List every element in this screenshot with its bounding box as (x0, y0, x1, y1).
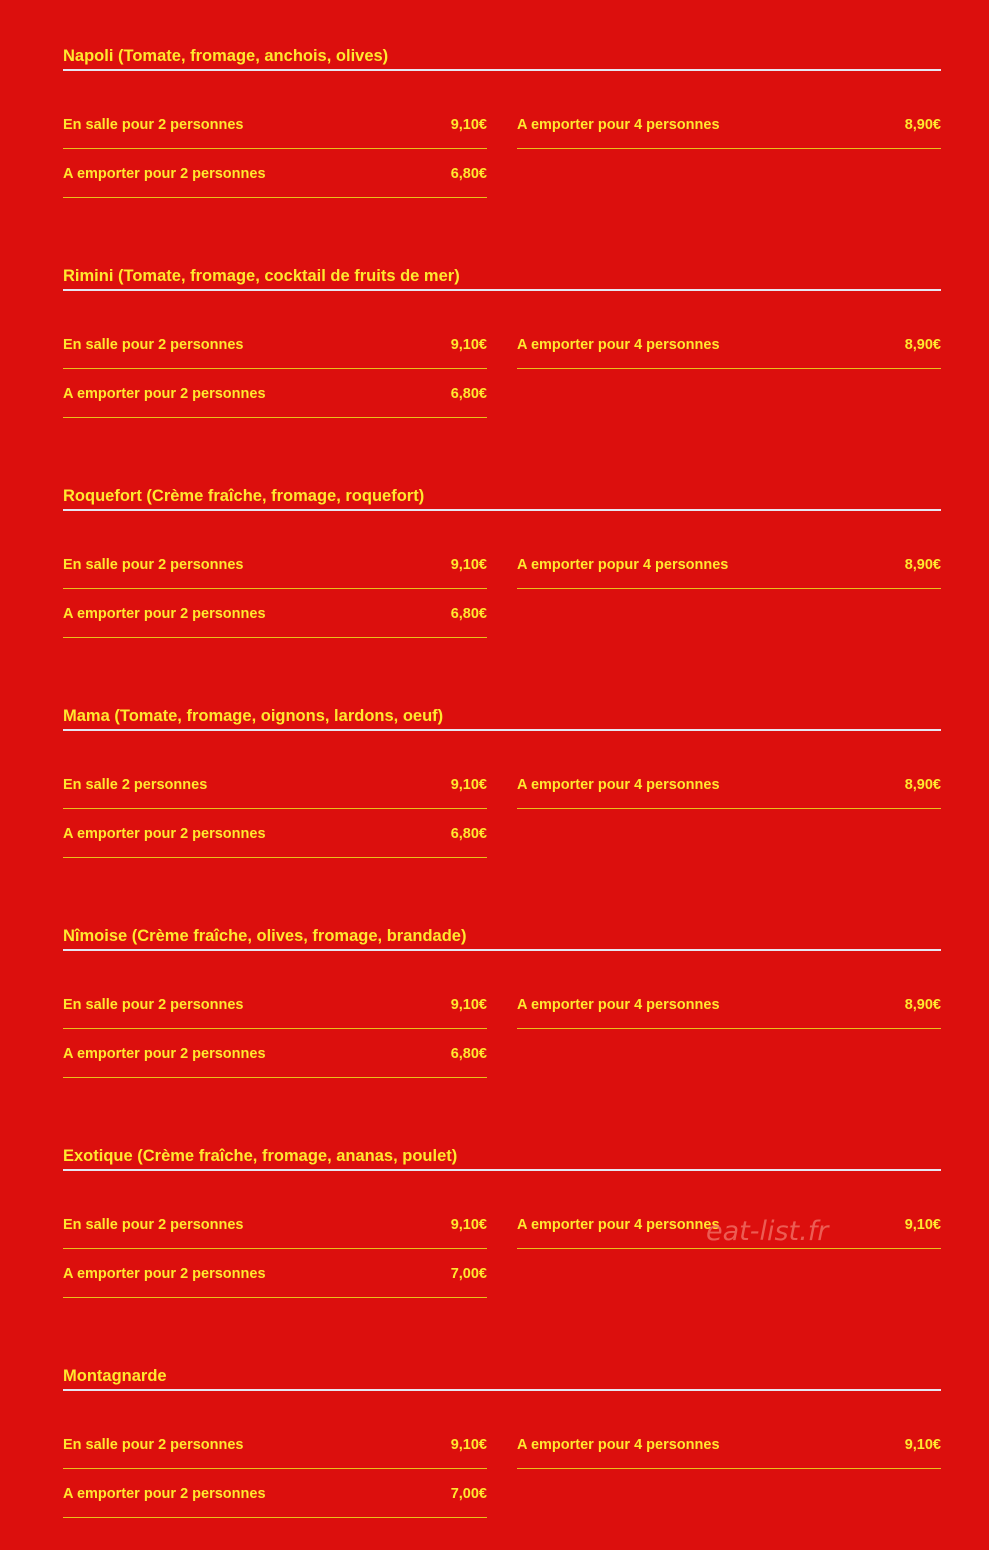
section-title: Montagnarde (63, 1365, 941, 1391)
price-label: A emporter pour 4 personnes (517, 1437, 720, 1453)
price-label: En salle pour 2 personnes (63, 1437, 244, 1453)
price-value: 9,10€ (450, 117, 487, 133)
price-value: 6,80€ (450, 1046, 487, 1062)
price-label: A emporter pour 2 personnes (63, 1266, 266, 1282)
price-row (63, 100, 487, 149)
price-label: En salle 2 personnes (63, 777, 208, 793)
price-label: En salle pour 2 personnes (63, 557, 244, 573)
price-value: 8,90€ (904, 337, 941, 353)
price-value: 9,10€ (904, 1217, 941, 1233)
price-row (63, 540, 487, 589)
price-value: 6,80€ (450, 386, 487, 402)
price-label: A emporter pour 2 personnes (63, 166, 266, 182)
price-row (63, 369, 487, 418)
price-label: A emporter pour 4 personnes (517, 777, 720, 793)
price-value: 9,10€ (450, 557, 487, 573)
watermark: eat-list.fr (706, 1216, 829, 1247)
price-value: 9,10€ (450, 997, 487, 1013)
price-row (63, 980, 487, 1029)
price-row (517, 980, 941, 1029)
price-row (63, 149, 487, 198)
price-label: A emporter pour 2 personnes (63, 1046, 266, 1062)
price-value: 8,90€ (904, 777, 941, 793)
price-value: 6,80€ (450, 826, 487, 842)
price-label: A emporter pour 4 personnes (517, 337, 720, 353)
price-label: En salle pour 2 personnes (63, 997, 244, 1013)
menu-section-napoli (63, 0, 941, 220)
price-value: 9,10€ (450, 1217, 487, 1233)
price-row (63, 1469, 487, 1518)
price-value: 9,10€ (450, 777, 487, 793)
menu-section-rimini (63, 220, 941, 440)
price-row (63, 1249, 487, 1298)
menu-section-mama (63, 660, 941, 880)
menu-section-nimoise (63, 880, 941, 1100)
price-row (63, 1029, 487, 1078)
price-value: 9,10€ (450, 337, 487, 353)
price-value: 8,90€ (904, 117, 941, 133)
section-title: Nîmoise (Crème fraîche, olives, fromage, brandade) (63, 925, 941, 951)
price-row (63, 320, 487, 369)
price-value: 9,10€ (450, 1437, 487, 1453)
price-label: En salle pour 2 personnes (63, 117, 244, 133)
price-label: A emporter pour 2 personnes (63, 386, 266, 402)
price-value: 6,80€ (450, 166, 487, 182)
price-row (517, 540, 941, 589)
price-value: 7,00€ (450, 1486, 487, 1502)
price-label: A emporter pour 2 personnes (63, 1486, 266, 1502)
price-label: A emporter pour 4 personnes (517, 117, 720, 133)
price-row (63, 589, 487, 638)
menu-section-exotique (63, 1100, 941, 1320)
price-label: A emporter pour 4 personnes (517, 1217, 720, 1233)
price-row (63, 1420, 487, 1469)
price-row (63, 760, 487, 809)
menu-section-montagnarde (63, 1320, 941, 1540)
price-label: A emporter pour 4 personnes (517, 997, 720, 1013)
section-title: Napoli (Tomate, fromage, anchois, olives) (63, 45, 941, 71)
price-row (63, 809, 487, 858)
price-value: 6,80€ (450, 606, 487, 622)
price-value: 8,90€ (904, 997, 941, 1013)
price-row (517, 1420, 941, 1469)
section-title: Rimini (Tomate, fromage, cocktail de fruits de mer) (63, 265, 941, 291)
price-value: 9,10€ (904, 1437, 941, 1453)
section-title: Roquefort (Crème fraîche, fromage, roquefort) (63, 485, 941, 511)
price-label: En salle pour 2 personnes (63, 337, 244, 353)
menu-section-roquefort (63, 440, 941, 660)
price-row (517, 100, 941, 149)
price-row (517, 320, 941, 369)
section-title: Mama (Tomate, fromage, oignons, lardons, oeuf) (63, 705, 941, 731)
price-value: 8,90€ (904, 557, 941, 573)
price-value: 7,00€ (450, 1266, 487, 1282)
price-label: A emporter pour 2 personnes (63, 606, 266, 622)
price-row (517, 760, 941, 809)
section-title: Exotique (Crème fraîche, fromage, ananas, poulet) (63, 1145, 941, 1171)
price-label: En salle pour 2 personnes (63, 1217, 244, 1233)
price-label: A emporter pour 2 personnes (63, 826, 266, 842)
price-row (63, 1200, 487, 1249)
price-label: A emporter popur 4 personnes (517, 557, 729, 573)
